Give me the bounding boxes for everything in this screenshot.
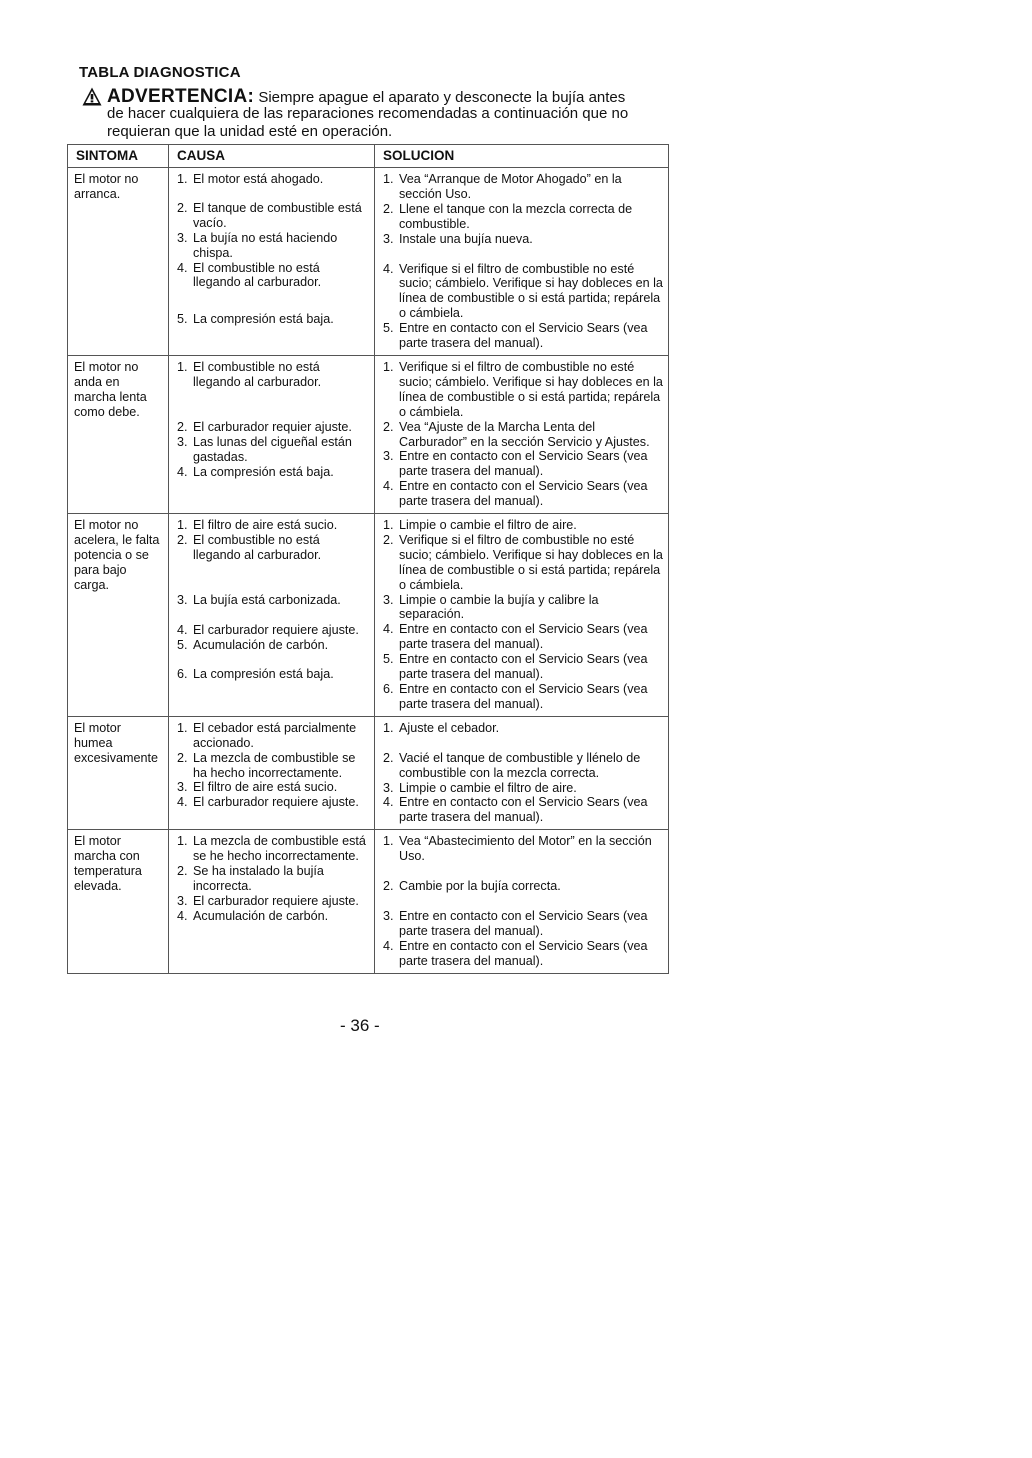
causa-item-number: 1.: [177, 834, 188, 849]
causa-item-text: El filtro de aire está sucio.: [193, 518, 338, 533]
causa-item-text: El combustible no está llegando al carburador.: [193, 532, 322, 562]
table-row: [68, 830, 669, 973]
solucion-item: [380, 449, 664, 479]
warning-text: de hacer cualquiera de las reparaciones recomendadas a continuación que no requieran que la unidad esté en operación.: [107, 105, 629, 140]
solucion-item-number: 2.: [383, 750, 394, 765]
causa-item-text: El carburador requier ajuste.: [193, 419, 352, 434]
solucion-item-number: 3.: [383, 780, 394, 795]
causa-item: [174, 864, 370, 894]
solucion-item-number: 2.: [383, 419, 394, 434]
causa-item-number: 4.: [177, 464, 188, 479]
causa-item: [174, 312, 370, 327]
causa-item: [174, 795, 370, 810]
solucion-item-number: 3.: [383, 449, 394, 464]
header-solucion: SOLUCION: [375, 145, 669, 168]
table-row: [68, 716, 669, 829]
solucion-item-text: Llene el tanque con la mezcla correcta de combustible.: [399, 201, 633, 231]
causa-cell: [169, 168, 375, 356]
causa-item: [174, 909, 370, 924]
causa-item-text: La compresión está baja.: [193, 464, 334, 479]
solucion-item-number: 4.: [383, 622, 394, 637]
causa-item: [174, 435, 370, 465]
table-header-row: [68, 145, 669, 168]
solucion-item-text: Verifique si el filtro de combustible no esté sucio; cámbielo. Verifique si hay dobleces en la línea de combustible o si está partida; repárela o cámbiela.: [399, 261, 663, 321]
causa-list: [174, 834, 370, 923]
sintoma-cell: El motor no anda en marcha lenta como debe.: [68, 355, 169, 513]
solucion-item: [380, 533, 664, 593]
causa-item-number: 1.: [177, 359, 188, 374]
solucion-cell: [375, 514, 669, 717]
solucion-cell: [375, 830, 669, 973]
solucion-item: [380, 202, 664, 232]
solucion-cell: [375, 355, 669, 513]
causa-item-text: La compresión está baja.: [193, 667, 334, 682]
solucion-item-text: Entre en contacto con el Servicio Sears (vea parte trasera del manual).: [399, 938, 648, 968]
solucion-item-number: 1.: [383, 359, 394, 374]
solucion-item: [380, 360, 664, 420]
page-title: TABLA DIAGNOSTICA: [79, 64, 241, 81]
causa-item-number: 3.: [177, 230, 188, 245]
solucion-item: [380, 321, 664, 351]
solucion-item: [380, 420, 664, 450]
solucion-item: [380, 652, 664, 682]
causa-item-number: 5.: [177, 312, 188, 327]
causa-item-number: 2.: [177, 864, 188, 879]
solucion-list: [380, 721, 664, 825]
solucion-item: [380, 879, 664, 894]
solucion-item-text: Entre en contacto con el Servicio Sears (vea parte trasera del manual).: [399, 908, 648, 938]
solucion-list: [380, 172, 664, 351]
causa-item-text: El carburador requiere ajuste.: [193, 622, 359, 637]
causa-item-number: 2.: [177, 750, 188, 765]
solucion-item-text: Limpie o cambie el filtro de aire.: [399, 780, 577, 795]
causa-cell: [169, 830, 375, 973]
solucion-item-number: 1.: [383, 172, 394, 186]
solucion-item-text: Verifique si el filtro de combustible no esté sucio; cámbielo. Verifique si hay dobleces en la línea de combustible o si está partida; repárela o cámbiela.: [399, 532, 663, 592]
causa-item-text: El combustible no está llegando al carburador.: [193, 359, 322, 389]
solucion-item: [380, 939, 664, 969]
causa-item-text: El motor está ahogado.: [193, 172, 324, 186]
solucion-item-text: Entre en contacto con el Servicio Sears (vea parte trasera del manual).: [399, 652, 648, 682]
solucion-item-number: 4.: [383, 795, 394, 810]
page-number: - 36 -: [340, 1016, 380, 1035]
header-causa: CAUSA: [169, 145, 375, 168]
causa-item-text: La compresión está baja.: [193, 312, 334, 327]
solucion-item-number: 4.: [383, 261, 394, 276]
solucion-item: [380, 751, 664, 781]
causa-item-number: 3.: [177, 780, 188, 795]
solucion-item-number: 6.: [383, 682, 394, 696]
solucion-item-number: 4.: [383, 938, 394, 953]
solucion-item: [380, 909, 664, 939]
causa-item-text: Se ha instalado la bujía incorrecta.: [193, 864, 324, 893]
solucion-item-text: Vea “Abastecimiento del Motor” en la sección Uso.: [399, 834, 652, 864]
causa-cell: [169, 716, 375, 829]
table-row: [68, 168, 669, 356]
causa-item-number: 5.: [177, 637, 188, 652]
solucion-item-text: Entre en contacto con el Servicio Sears (vea parte trasera del manual).: [399, 479, 648, 509]
causa-list: [174, 721, 370, 810]
solucion-item: [380, 721, 664, 736]
header-sintoma: SINTOMA: [68, 145, 169, 168]
causa-item: [174, 894, 370, 909]
solucion-item-number: 1.: [383, 834, 394, 849]
solucion-list: [380, 518, 664, 712]
causa-item-text: Las lunas del cigueñal están gastadas.: [193, 434, 352, 464]
causa-item: [174, 751, 370, 781]
causa-list: [174, 172, 370, 327]
table-row: [68, 514, 669, 717]
causa-item-number: 2.: [177, 200, 188, 215]
solucion-item-number: 3.: [383, 908, 394, 923]
solucion-item-text: Instale una bujía nueva.: [399, 231, 533, 246]
solucion-item: [380, 172, 664, 202]
solucion-item-text: Entre en contacto con el Servicio Sears (vea parte trasera del manual).: [399, 795, 648, 825]
causa-item-text: Acumulación de carbón.: [193, 637, 329, 652]
solucion-item-number: 2.: [383, 879, 394, 894]
causa-item: [174, 172, 370, 187]
solucion-item: [380, 479, 664, 509]
causa-item-number: 3.: [177, 592, 188, 607]
causa-item-number: 3.: [177, 434, 188, 449]
sintoma-cell: El motor marcha con temperatura elevada.: [68, 830, 169, 973]
solucion-item-text: Vea “Ajuste de la Marcha Lenta del Carburador” en la sección Servicio y Ajustes.: [399, 419, 650, 449]
solucion-item: [380, 781, 664, 796]
solucion-item-number: 3.: [383, 592, 394, 607]
solucion-item-text: Entre en contacto con el Servicio Sears (vea parte trasera del manual).: [399, 321, 648, 351]
causa-item-number: 2.: [177, 419, 188, 434]
solucion-item-number: 1.: [383, 720, 394, 735]
causa-item: [174, 721, 370, 751]
causa-item: [174, 231, 370, 261]
causa-item-text: La mezcla de combustible se ha hecho incorrectamente.: [193, 750, 356, 780]
solucion-item-text: Vea “Arranque de Motor Ahogado” en la sección Uso.: [399, 172, 622, 201]
causa-list: [174, 360, 370, 479]
solucion-item: [380, 834, 664, 864]
solucion-item: [380, 262, 664, 322]
causa-item: [174, 593, 370, 608]
solucion-item-text: Entre en contacto con el Servicio Sears (vea parte trasera del manual).: [399, 449, 648, 479]
solucion-item-text: Limpie o cambie el filtro de aire.: [399, 518, 577, 533]
sintoma-cell: El motor humea excesivamente: [68, 716, 169, 829]
causa-item: [174, 420, 370, 435]
causa-item-text: El cebador está parcialmente accionado.: [193, 720, 357, 750]
solucion-item-text: Ajuste el cebador.: [399, 720, 500, 735]
solucion-item-text: Vacié el tanque de combustible y llénelo de combustible con la mezcla correcta.: [399, 750, 641, 780]
solucion-item-text: Verifique si el filtro de combustible no esté sucio; cámbielo. Verifique si hay dobleces en la línea de combustible o si está partida; repárela o cámbiela.: [399, 359, 663, 419]
solucion-item-number: 4.: [383, 479, 394, 494]
solucion-item-text: Cambie por la bujía correcta.: [399, 879, 561, 894]
causa-item-number: 3.: [177, 893, 188, 908]
causa-item: [174, 533, 370, 563]
diagnostic-table: [67, 144, 669, 974]
solucion-item: [380, 795, 664, 825]
causa-item-number: 4.: [177, 908, 188, 923]
solucion-item: [380, 232, 664, 247]
solucion-cell: [375, 716, 669, 829]
solucion-item-text: Entre en contacto con el Servicio Sears (vea parte trasera del manual).: [399, 682, 648, 711]
solucion-cell: [375, 168, 669, 356]
causa-item: [174, 518, 370, 533]
causa-item-text: El carburador requiere ajuste.: [193, 795, 359, 810]
table-row: [68, 355, 669, 513]
causa-item: [174, 201, 370, 231]
causa-item-number: 4.: [177, 260, 188, 275]
causa-item-text: Acumulación de carbón.: [193, 908, 329, 923]
causa-item: [174, 623, 370, 638]
causa-item: [174, 834, 370, 864]
causa-item-text: El tanque de combustible está vacío.: [193, 200, 362, 230]
solucion-item-number: 2.: [383, 201, 394, 216]
sintoma-cell: El motor no arranca.: [68, 168, 169, 356]
solucion-item-text: Limpie o cambie la bujía y calibre la separación.: [399, 592, 599, 622]
solucion-item-number: 3.: [383, 231, 394, 246]
causa-item-number: 4.: [177, 622, 188, 637]
solucion-item-number: 5.: [383, 321, 394, 336]
causa-item: [174, 360, 370, 390]
causa-item-number: 2.: [177, 532, 188, 547]
causa-item-number: 6.: [177, 667, 188, 682]
solucion-item: [380, 518, 664, 533]
solucion-list: [380, 834, 664, 968]
causa-item-text: El filtro de aire está sucio.: [193, 780, 338, 795]
causa-item-number: 4.: [177, 795, 188, 810]
solucion-list: [380, 360, 664, 509]
solucion-item: [380, 622, 664, 652]
solucion-item-number: 5.: [383, 652, 394, 667]
causa-item-text: La mezcla de combustible está se he hecho incorrectamente.: [193, 834, 366, 864]
causa-item-text: El carburador requiere ajuste.: [193, 893, 359, 908]
causa-item-text: La bujía no está haciendo chispa.: [193, 230, 338, 260]
causa-item-number: 1.: [177, 720, 188, 735]
solucion-item-number: 2.: [383, 532, 394, 547]
causa-item: [174, 638, 370, 653]
causa-item-text: El combustible no está llegando al carburador.: [193, 260, 322, 290]
causa-item: [174, 780, 370, 795]
warning-triangle-icon: [82, 87, 102, 106]
causa-item-number: 1.: [177, 518, 188, 533]
sintoma-cell: El motor no acelera, le falta potencia o se para bajo carga.: [68, 514, 169, 717]
solucion-item: [380, 593, 664, 623]
solucion-item-text: Entre en contacto con el Servicio Sears (vea parte trasera del manual).: [399, 622, 648, 652]
causa-cell: [169, 355, 375, 513]
causa-item: [174, 261, 370, 291]
causa-cell: [169, 514, 375, 717]
warning-text-line1: Siempre apague el aparato y desconecte la bujía antes: [258, 89, 626, 106]
solucion-item: [380, 682, 664, 712]
causa-item: [174, 465, 370, 480]
causa-item: [174, 667, 370, 682]
warning-label: ADVERTENCIA:: [107, 86, 255, 107]
solucion-item-number: 1.: [383, 518, 394, 533]
causa-list: [174, 518, 370, 682]
causa-item-text: La bujía está carbonizada.: [193, 592, 341, 607]
causa-item-number: 1.: [177, 172, 188, 186]
